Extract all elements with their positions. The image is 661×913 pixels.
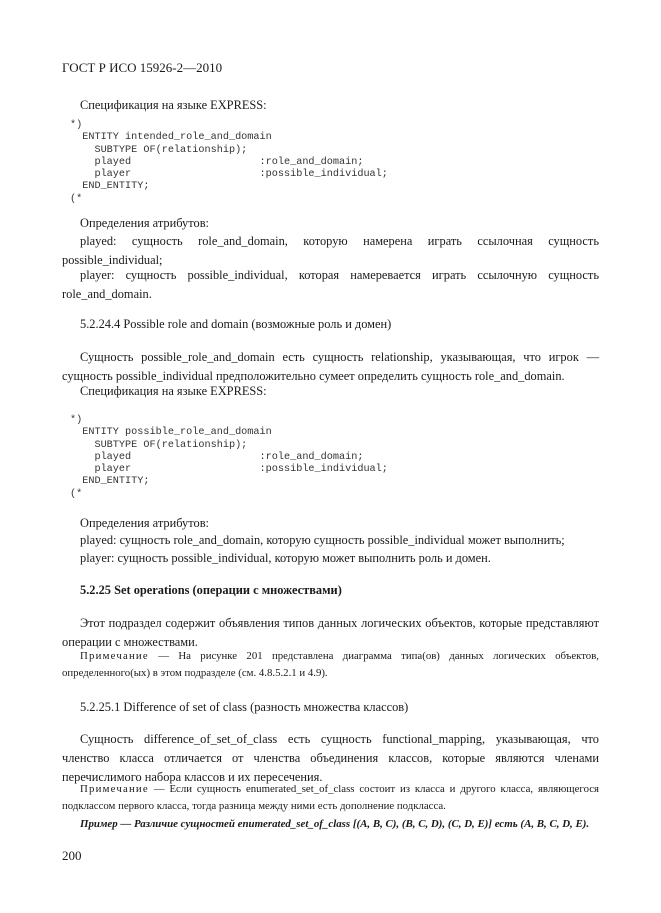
note <box>62 648 599 682</box>
attributes-heading: Определения атрибутов: <box>80 216 209 230</box>
section-heading: 5.2.25 Set operations (операции с множествами) <box>80 583 342 597</box>
spec-label: Спецификация на языке EXPRESS: <box>80 384 267 398</box>
note-label: Примечание <box>80 783 149 795</box>
attribute-player: player: сущность possible_individual, которую может выполнить роль и домен. <box>80 551 491 565</box>
section-heading: 5.2.24.4 Possible role and domain (возможные роль и домен) <box>80 317 392 331</box>
paragraph: Сущность possible_role_and_domain есть сущность relationship, указывающая, что игрок — сущность possible_individual предположительно сумеет определить сущность role_and_domain. <box>62 350 599 383</box>
attribute-played: played: сущность role_and_domain, которую намерена играть ссылочная сущность possible_individual; <box>62 234 599 267</box>
example: Пример — Различие сущностей enumerated_set_of_class [(A, B, C), (B, C, D), (C, D, E)] есть (A, B, C, D, E). <box>80 818 590 830</box>
paragraph: Сущность difference_of_set_of_class есть сущность functional_mapping, указывающая, что членство класса отличается от членства объединения классов, которые являются членами перечислимого набора классов и их пересечения. <box>62 732 599 784</box>
express-code-block: *) ENTITY possible_role_and_domain SUBTYPE OF(relationship); played :role_and_domain; player :possible_individual; END_ENTITY; (* <box>70 415 388 500</box>
note-text: — На рисунке 201 представлена диаграмма типа(ов) данных логических объектов, определенного(ых) в этом подразделе (см. 4.8.5.2.1 и 4.9). <box>62 650 599 679</box>
express-code-block: *) ENTITY intended_role_and_domain SUBTYPE OF(relationship); played :role_and_domain; player :possible_individual; END_ENTITY; (* <box>70 120 388 205</box>
section-heading: 5.2.25.1 Difference of set of class (разность множества классов) <box>80 700 409 714</box>
attribute-played: played: сущность role_and_domain, которую сущность possible_individual может выполнить; <box>80 533 565 547</box>
attribute-player: player: сущность possible_individual, которая намеревается играть ссылочную сущность role_and_domain. <box>62 268 599 301</box>
document-header: ГОСТ Р ИСО 15926-2—2010 <box>62 60 223 75</box>
page-number: 200 <box>62 848 82 863</box>
spec-label: Спецификация на языке EXPRESS: <box>80 98 267 112</box>
note <box>62 781 599 815</box>
attributes-heading: Определения атрибутов: <box>80 516 209 530</box>
note-text: — Если сущность enumerated_set_of_class состоит из класса и другого класса, являющегося подклассом первого класса, тогда разница между ними есть дополнение подкласса. <box>62 783 599 812</box>
paragraph: Этот подраздел содержит объявления типов данных логических объектов, которые представляют операции с множествами. <box>62 616 599 649</box>
note-label: Примечание <box>80 650 149 662</box>
